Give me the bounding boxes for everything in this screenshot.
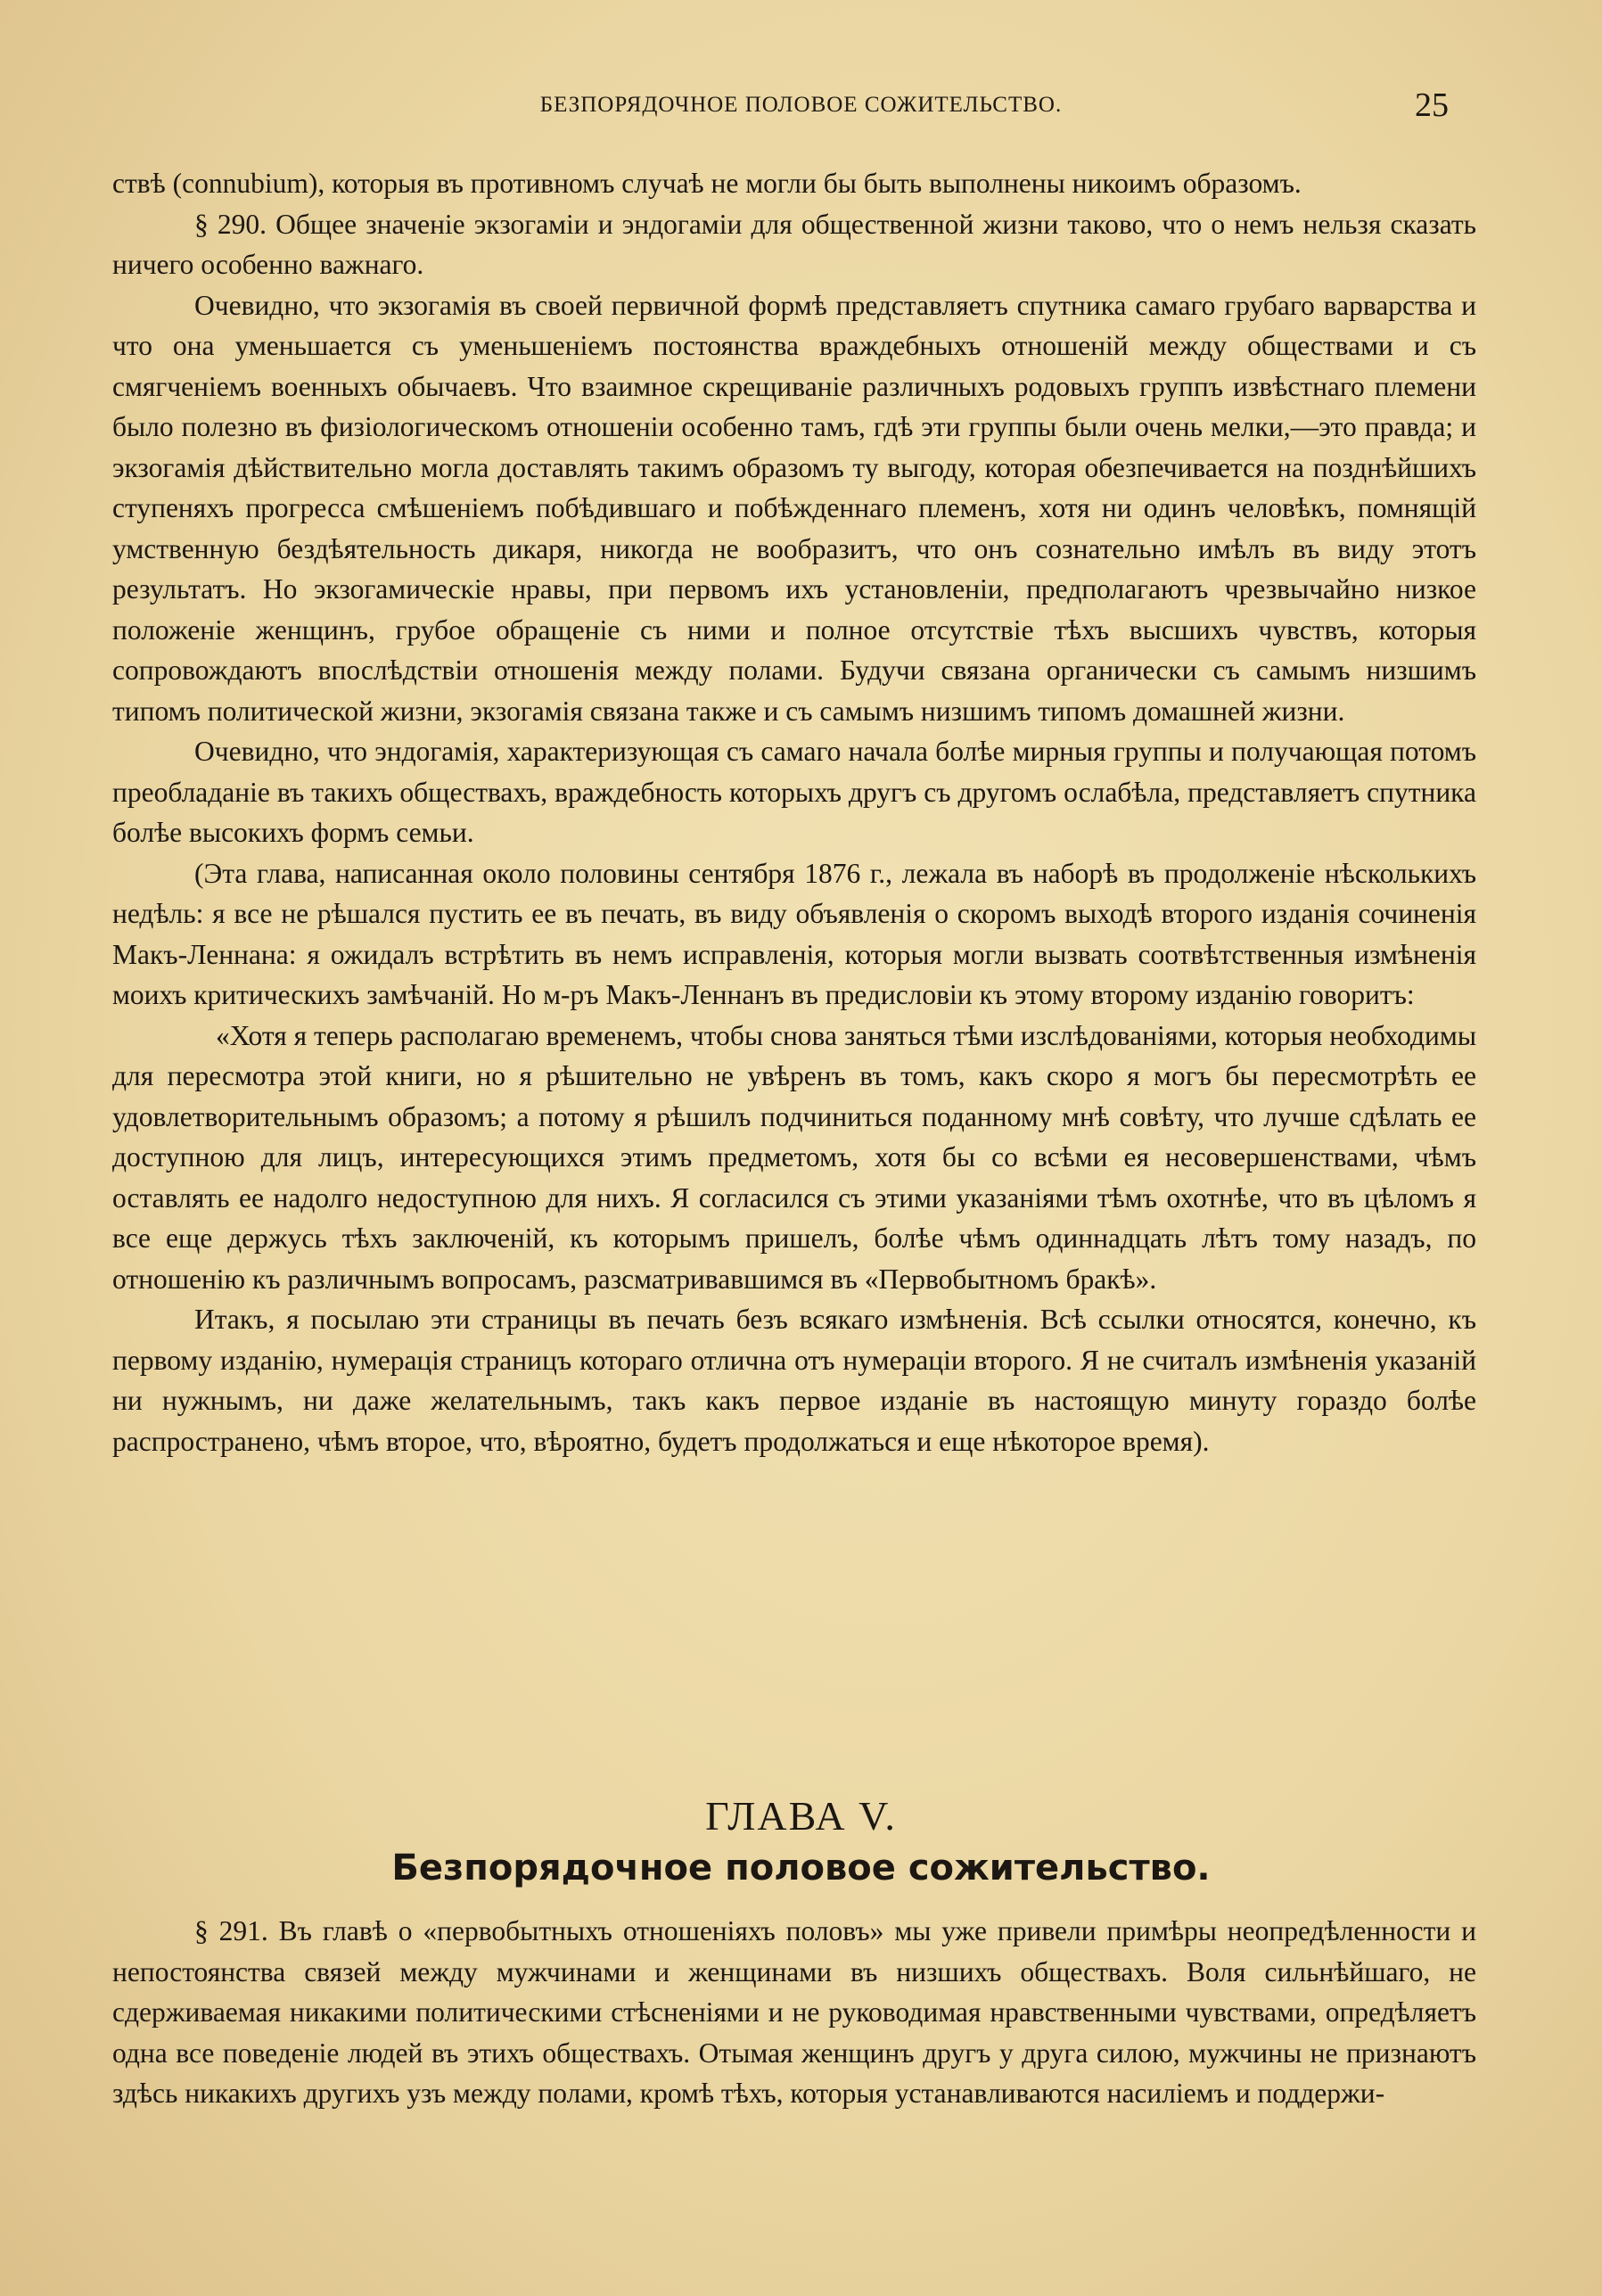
chapter-heading: ГЛАВА V. xyxy=(705,1793,897,1839)
chapter-title: Безпорядочное половое сожительство. xyxy=(391,1847,1211,1889)
paragraph-quotation: «Хотя я теперь располагаю временемъ, чтобы снова заняться тѣми изслѣдованіями, которыя необходимы для пересмотра этой книги, но я рѣшительно не увѣренъ въ томъ, какъ скоро я могъ бы пересмотрѣть ее удовлетворительнымъ образомъ; а потому я рѣшилъ подчиниться поданному мнѣ совѣту, что лучше сдѣлать ее доступною для лицъ, интересующихся этимъ предметомъ, хотя бы со всѣми ея несовершенствами, чѣмъ оставлять ее надолго недоступною для нихъ. Я согласился съ этими указаніями тѣмъ охотнѣе, что въ цѣломъ я все еще держусь тѣхъ заключеній, къ которымъ пришелъ, болѣе чѣмъ одиннадцать лѣтъ тому назадъ, по отношенію къ различнымъ вопросамъ, разсматривавшимся въ «Первобытномъ бракѣ». xyxy=(112,1019,1476,1295)
chapter-body-text xyxy=(112,1911,1476,2114)
paragraph-continuation: ствѣ (connubium), которыя въ противномъ случаѣ не могли бы быть выполнены никоимъ образомъ. xyxy=(112,168,1302,199)
paragraph-exogamy: Очевидно, что экзогамія въ своей первичной формѣ представляетъ спутника самаго грубаго варварства и что она уменьшается съ уменьшеніемъ постоянства враждебныхъ отношеній между обществами и съ смягченіемъ военныхъ обычаевъ. Что взаимное скрещиваніе различныхъ родовыхъ группъ извѣстнаго племени было полезно въ физіологическомъ отношеніи особенно тамъ, гдѣ эти группы были очень мелки,—это правда; и экзогамія дѣйствительно могла доставлять такимъ образомъ ту выгоду, которая обезпечивается на позднѣйшихъ ступеняхъ прогресса смѣшеніемъ побѣдившаго и побѣжденнаго племенъ, хотя ни одинъ человѣкъ, помнящій умственную бездѣятельность дикаря, никогда не вообразитъ, что онъ сознательно имѣлъ въ виду этотъ результатъ. Но экзогамическіе нравы, при первомъ ихъ установленіи, предполагаютъ чрезвычайно низкое положеніе женщинъ, грубое обращеніе съ ними и полное отсутствіе тѣхъ высшихъ чувствъ, которыя сопровождаютъ впослѣдствіи отношенія между полами. Будучи связана органически съ самымъ низшимъ типомъ политической жизни, экзогамія связана также и съ самымъ низшимъ типомъ домашней жизни. xyxy=(112,289,1476,727)
paragraph-author-note: (Эта глава, написанная около половины сентября 1876 г., лежала въ наборѣ въ продолженіе нѣсколькихъ недѣль: я все не рѣшался пустить ее въ печать, въ виду объявленія о скоромъ выходѣ второго изданія сочиненія Макъ-Леннана: я ожидалъ встрѣтить въ немъ исправленія, которыя могли вызвать соотвѣтственныя измѣненія моихъ критическихъ замѣчаній. Но м-ръ Макъ-Леннанъ въ предисловіи къ этому второму изданію говоритъ: xyxy=(112,857,1476,1010)
running-head xyxy=(0,86,1602,130)
paragraph-section-291: § 291. Въ главѣ о «первобытныхъ отношеніяхъ половъ» мы уже привели примѣры неопредѣленности и непостоянства связей между мужчинами и женщинами въ низшихъ обществахъ. Воля сильнѣйшаго, не сдерживаемая никакими политическими стѣсненіями и не руководимая нравственными чувствами, опредѣляетъ одна все поведеніе людей въ этихъ обществахъ. Отымая женщинъ другъ у друга силою, мужчины не признаютъ здѣсь никакихъ другихъ узъ между полами, кромѣ тѣхъ, которыя устанавливаются насиліемъ и поддержи- xyxy=(112,1915,1476,2109)
paragraph-section-290: § 290. Общее значеніе экзогаміи и эндогаміи для общественной жизни таково, что о немъ нельзя сказать ничего особенно важнаго. xyxy=(112,208,1476,280)
running-title: БЕЗПОРЯДОЧНОЕ ПОЛОВОЕ СОЖИТЕЛЬСТВО. xyxy=(539,93,1063,117)
body-text xyxy=(112,163,1476,1461)
page-number: 25 xyxy=(1415,86,1449,124)
paragraph-endogamy: Очевидно, что эндогамія, характеризующая съ самаго начала болѣе мирныя группы и получающая потомъ преобладаніе въ такихъ обществахъ, враждебность которыхъ другъ съ другомъ ослабѣла, представляетъ спутника болѣе высокихъ формъ семьи. xyxy=(112,736,1476,848)
paragraph-closing-note: Итакъ, я посылаю эти страницы въ печать безъ всякаго измѣненія. Всѣ ссылки относятся, конечно, къ первому изданію, нумерація страницъ котораго отлична отъ нумераціи второго. Я не считалъ измѣненія указаній ни нужнымъ, ни даже желательнымъ, такъ какъ первое изданіе въ настоящую минуту гораздо болѣе распространено, чѣмъ второе, что, вѣроятно, будетъ продолжаться и еще нѣкоторое время). xyxy=(112,1304,1476,1457)
